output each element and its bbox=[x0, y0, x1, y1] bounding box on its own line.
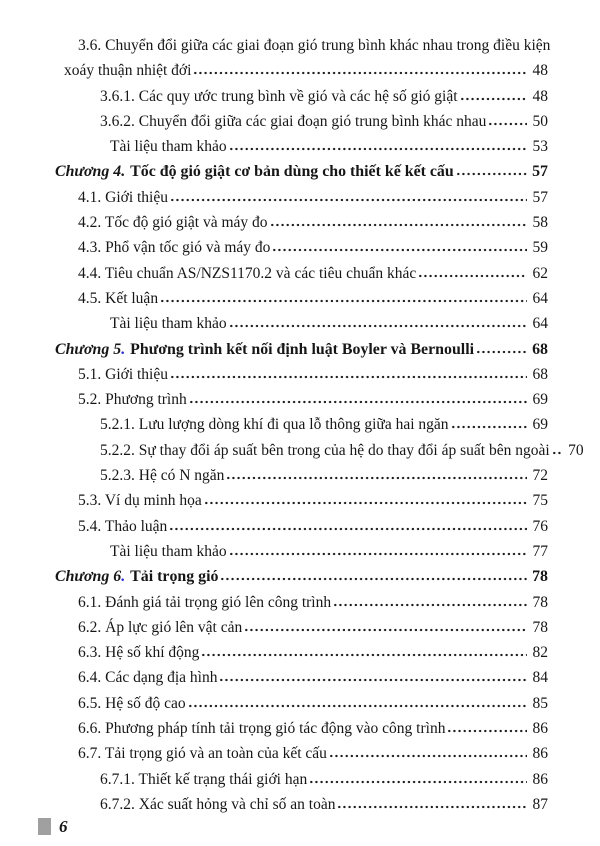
toc-entry bbox=[0, 210, 600, 235]
dot-leader bbox=[171, 375, 527, 379]
toc-entry bbox=[0, 741, 600, 766]
chapter-separator: . bbox=[121, 568, 126, 586]
toc-entry-text: 6.6. Phương pháp tính tải trọng gió tác động vào công trình bbox=[78, 720, 446, 738]
toc-entry bbox=[0, 665, 600, 690]
toc-entry-text: 4.3. Phổ vận tốc gió và máy đo bbox=[78, 239, 271, 257]
toc-page-number: 78 bbox=[532, 618, 548, 636]
toc-page-number: 58 bbox=[532, 214, 548, 232]
dot-leader bbox=[190, 400, 527, 404]
toc-entry bbox=[0, 792, 600, 817]
toc-page-number: 50 bbox=[532, 112, 548, 130]
toc-entry bbox=[0, 539, 600, 564]
chapter-number: Chương 5 bbox=[55, 340, 122, 358]
toc-entry-text: 6.5. Hệ số độ cao bbox=[78, 694, 186, 712]
toc-entry-text: Tài liệu tham khảo bbox=[110, 138, 227, 156]
toc-page-number: 68 bbox=[532, 340, 548, 358]
toc-page-number: 70 bbox=[568, 441, 584, 459]
toc-entry bbox=[0, 488, 600, 513]
dot-leader bbox=[189, 704, 527, 708]
toc-entry bbox=[0, 286, 600, 311]
toc-page-number: 86 bbox=[532, 720, 548, 738]
dot-leader bbox=[338, 805, 527, 809]
toc-page-number: 53 bbox=[532, 138, 548, 156]
dot-leader bbox=[245, 628, 527, 632]
dot-leader bbox=[273, 248, 527, 252]
toc-entry-text: 6.4. Các dạng địa hình bbox=[78, 669, 218, 687]
toc-page-number: 57 bbox=[532, 188, 548, 206]
dot-leader bbox=[477, 350, 527, 354]
toc-entry bbox=[0, 261, 600, 286]
toc-entry-text: xoáy thuận nhiệt đới bbox=[64, 62, 192, 80]
toc-entry-text: 4.1. Giới thiệu bbox=[78, 188, 168, 206]
dot-leader bbox=[230, 147, 527, 151]
toc-entry-text: Tài liệu tham khảo bbox=[110, 315, 227, 333]
toc-entry bbox=[0, 514, 600, 539]
toc-page-number: 48 bbox=[532, 62, 548, 80]
dot-leader bbox=[220, 678, 527, 682]
toc-page-number: 72 bbox=[532, 467, 548, 485]
page-number: 6 bbox=[59, 817, 68, 836]
dot-leader bbox=[448, 729, 527, 733]
toc-page-number: 69 bbox=[532, 416, 548, 434]
toc-page-number: 64 bbox=[532, 289, 548, 307]
dot-leader bbox=[452, 425, 527, 429]
toc-entry bbox=[0, 235, 600, 260]
toc-entry-text: 5.2. Phương trình bbox=[78, 391, 187, 409]
toc-entry-text: 3.6.2. Chuyển đổi giữa các giai đoạn gió trung bình khác nhau bbox=[100, 112, 487, 130]
dot-leader bbox=[230, 552, 527, 556]
dot-leader bbox=[171, 198, 527, 202]
toc-page-number: 82 bbox=[532, 644, 548, 662]
toc-entry-text: 3.6.1. Các quy ước trung bình về gió và các hệ số gió giật bbox=[100, 87, 458, 105]
toc-entry-text: 3.6. Chuyển đổi giữa các giai đoạn gió trung bình khác nhau trong điều kiện bbox=[78, 37, 551, 54]
toc-entry-text: 6.7.1. Thiết kế trạng thái giới hạn bbox=[100, 770, 308, 788]
dot-leader bbox=[271, 223, 527, 227]
toc-entry-text: 5.2.1. Lưu lượng dòng khí đi qua lỗ thông giữa hai ngăn bbox=[100, 416, 449, 434]
toc-entry bbox=[0, 311, 600, 336]
toc-entry bbox=[0, 640, 600, 665]
chapter-title: Tốc độ gió giật cơ bản dùng cho thiết kế kết cấu bbox=[130, 163, 454, 181]
toc-entry-text: 5.4. Thảo luận bbox=[78, 517, 168, 535]
chapter-separator: . bbox=[121, 163, 126, 181]
toc-page-number: 76 bbox=[532, 517, 548, 535]
toc-entry bbox=[0, 185, 600, 210]
chapter-separator: . bbox=[121, 340, 126, 358]
toc-entry-text: 5.3. Ví dụ minh họa bbox=[78, 492, 202, 510]
dot-leader bbox=[310, 780, 527, 784]
dot-leader bbox=[330, 754, 527, 758]
toc-entry-chapter bbox=[0, 159, 600, 184]
toc-entry bbox=[0, 387, 600, 412]
toc-entry-text: Tài liệu tham khảo bbox=[110, 542, 227, 560]
toc-page-number: 77 bbox=[532, 542, 548, 560]
toc-page-number: 87 bbox=[532, 795, 548, 813]
toc-page-number: 78 bbox=[532, 568, 548, 586]
toc-page-number: 75 bbox=[532, 492, 548, 510]
toc-entry-text: 5.1. Giới thiệu bbox=[78, 365, 168, 383]
dot-leader bbox=[419, 274, 527, 278]
toc-entry bbox=[0, 767, 600, 792]
dot-leader bbox=[553, 451, 563, 455]
toc-page-number: 62 bbox=[532, 264, 548, 282]
toc-entry-chapter bbox=[0, 564, 600, 589]
toc-entry bbox=[0, 412, 600, 437]
toc-page-number: 59 bbox=[532, 239, 548, 257]
toc-entry-text: 6.3. Hệ số khí động bbox=[78, 644, 200, 662]
dot-leader bbox=[221, 577, 527, 581]
toc-entry bbox=[0, 615, 600, 640]
toc-entry-text: 4.5. Kết luận bbox=[78, 289, 159, 307]
toc-entry bbox=[0, 109, 600, 134]
toc-entry-wrap-line bbox=[0, 58, 600, 83]
dot-leader bbox=[194, 71, 527, 75]
toc-page-number: 69 bbox=[532, 391, 548, 409]
dot-leader bbox=[230, 324, 527, 328]
dot-leader bbox=[161, 299, 527, 303]
dot-leader bbox=[170, 527, 527, 531]
dot-leader bbox=[461, 97, 527, 101]
toc-entry-text: 6.7. Tải trọng gió và an toàn của kết cấu bbox=[78, 745, 327, 763]
toc-entry-text: 5.2.2. Sự thay đổi áp suất bên trong của hệ do thay đổi áp suất bên ngoài bbox=[100, 441, 550, 459]
page-number-marker bbox=[38, 818, 51, 835]
toc-page-number: 64 bbox=[532, 315, 548, 333]
toc-entry bbox=[0, 691, 600, 716]
toc-entry bbox=[0, 463, 600, 488]
dot-leader bbox=[334, 603, 527, 607]
chapter-number: Chương 4 bbox=[55, 163, 122, 181]
dot-leader bbox=[205, 501, 527, 505]
toc-entry-text: 5.2.3. Hệ có N ngăn bbox=[100, 467, 225, 485]
toc-page-number: 86 bbox=[532, 745, 548, 763]
page-footer bbox=[38, 818, 68, 835]
toc-entry bbox=[0, 362, 600, 387]
toc-entry bbox=[0, 590, 600, 615]
chapter-title: Phương trình kết nối định luật Boyler và Bernoulli bbox=[130, 340, 475, 358]
toc-entry-text: 4.4. Tiêu chuẩn AS/NZS1170.2 và các tiêu chuẩn khác bbox=[78, 264, 417, 282]
toc-entry bbox=[0, 716, 600, 741]
toc-entry-text: 6.7.2. Xác suất hỏng và chỉ số an toàn bbox=[100, 795, 336, 813]
toc-entry bbox=[0, 134, 600, 159]
toc-page-number: 84 bbox=[532, 669, 548, 687]
toc-entry-first-line bbox=[0, 33, 600, 58]
chapter-number: Chương 6 bbox=[55, 568, 122, 586]
dot-leader bbox=[457, 172, 527, 176]
toc-page-number: 85 bbox=[532, 694, 548, 712]
toc-page-number: 86 bbox=[532, 770, 548, 788]
toc-entry bbox=[0, 438, 600, 463]
chapter-title: Tải trọng gió bbox=[130, 568, 219, 586]
toc-entry-text: 6.1. Đánh giá tải trọng gió lên công trình bbox=[78, 593, 332, 611]
toc-page-number: 48 bbox=[532, 87, 548, 105]
toc-page-number: 68 bbox=[532, 365, 548, 383]
toc-page-number: 57 bbox=[532, 163, 548, 181]
dot-leader bbox=[489, 122, 527, 126]
toc-entry-chapter bbox=[0, 337, 600, 362]
toc-entry-text: 6.2. Áp lực gió lên vật cản bbox=[78, 618, 243, 636]
toc-page-number: 78 bbox=[532, 593, 548, 611]
dot-leader bbox=[202, 653, 527, 657]
toc-list bbox=[0, 33, 600, 817]
toc-entry bbox=[0, 84, 600, 109]
dot-leader bbox=[227, 476, 527, 480]
toc-entry-text: 4.2. Tốc độ gió giật và máy đo bbox=[78, 214, 268, 232]
